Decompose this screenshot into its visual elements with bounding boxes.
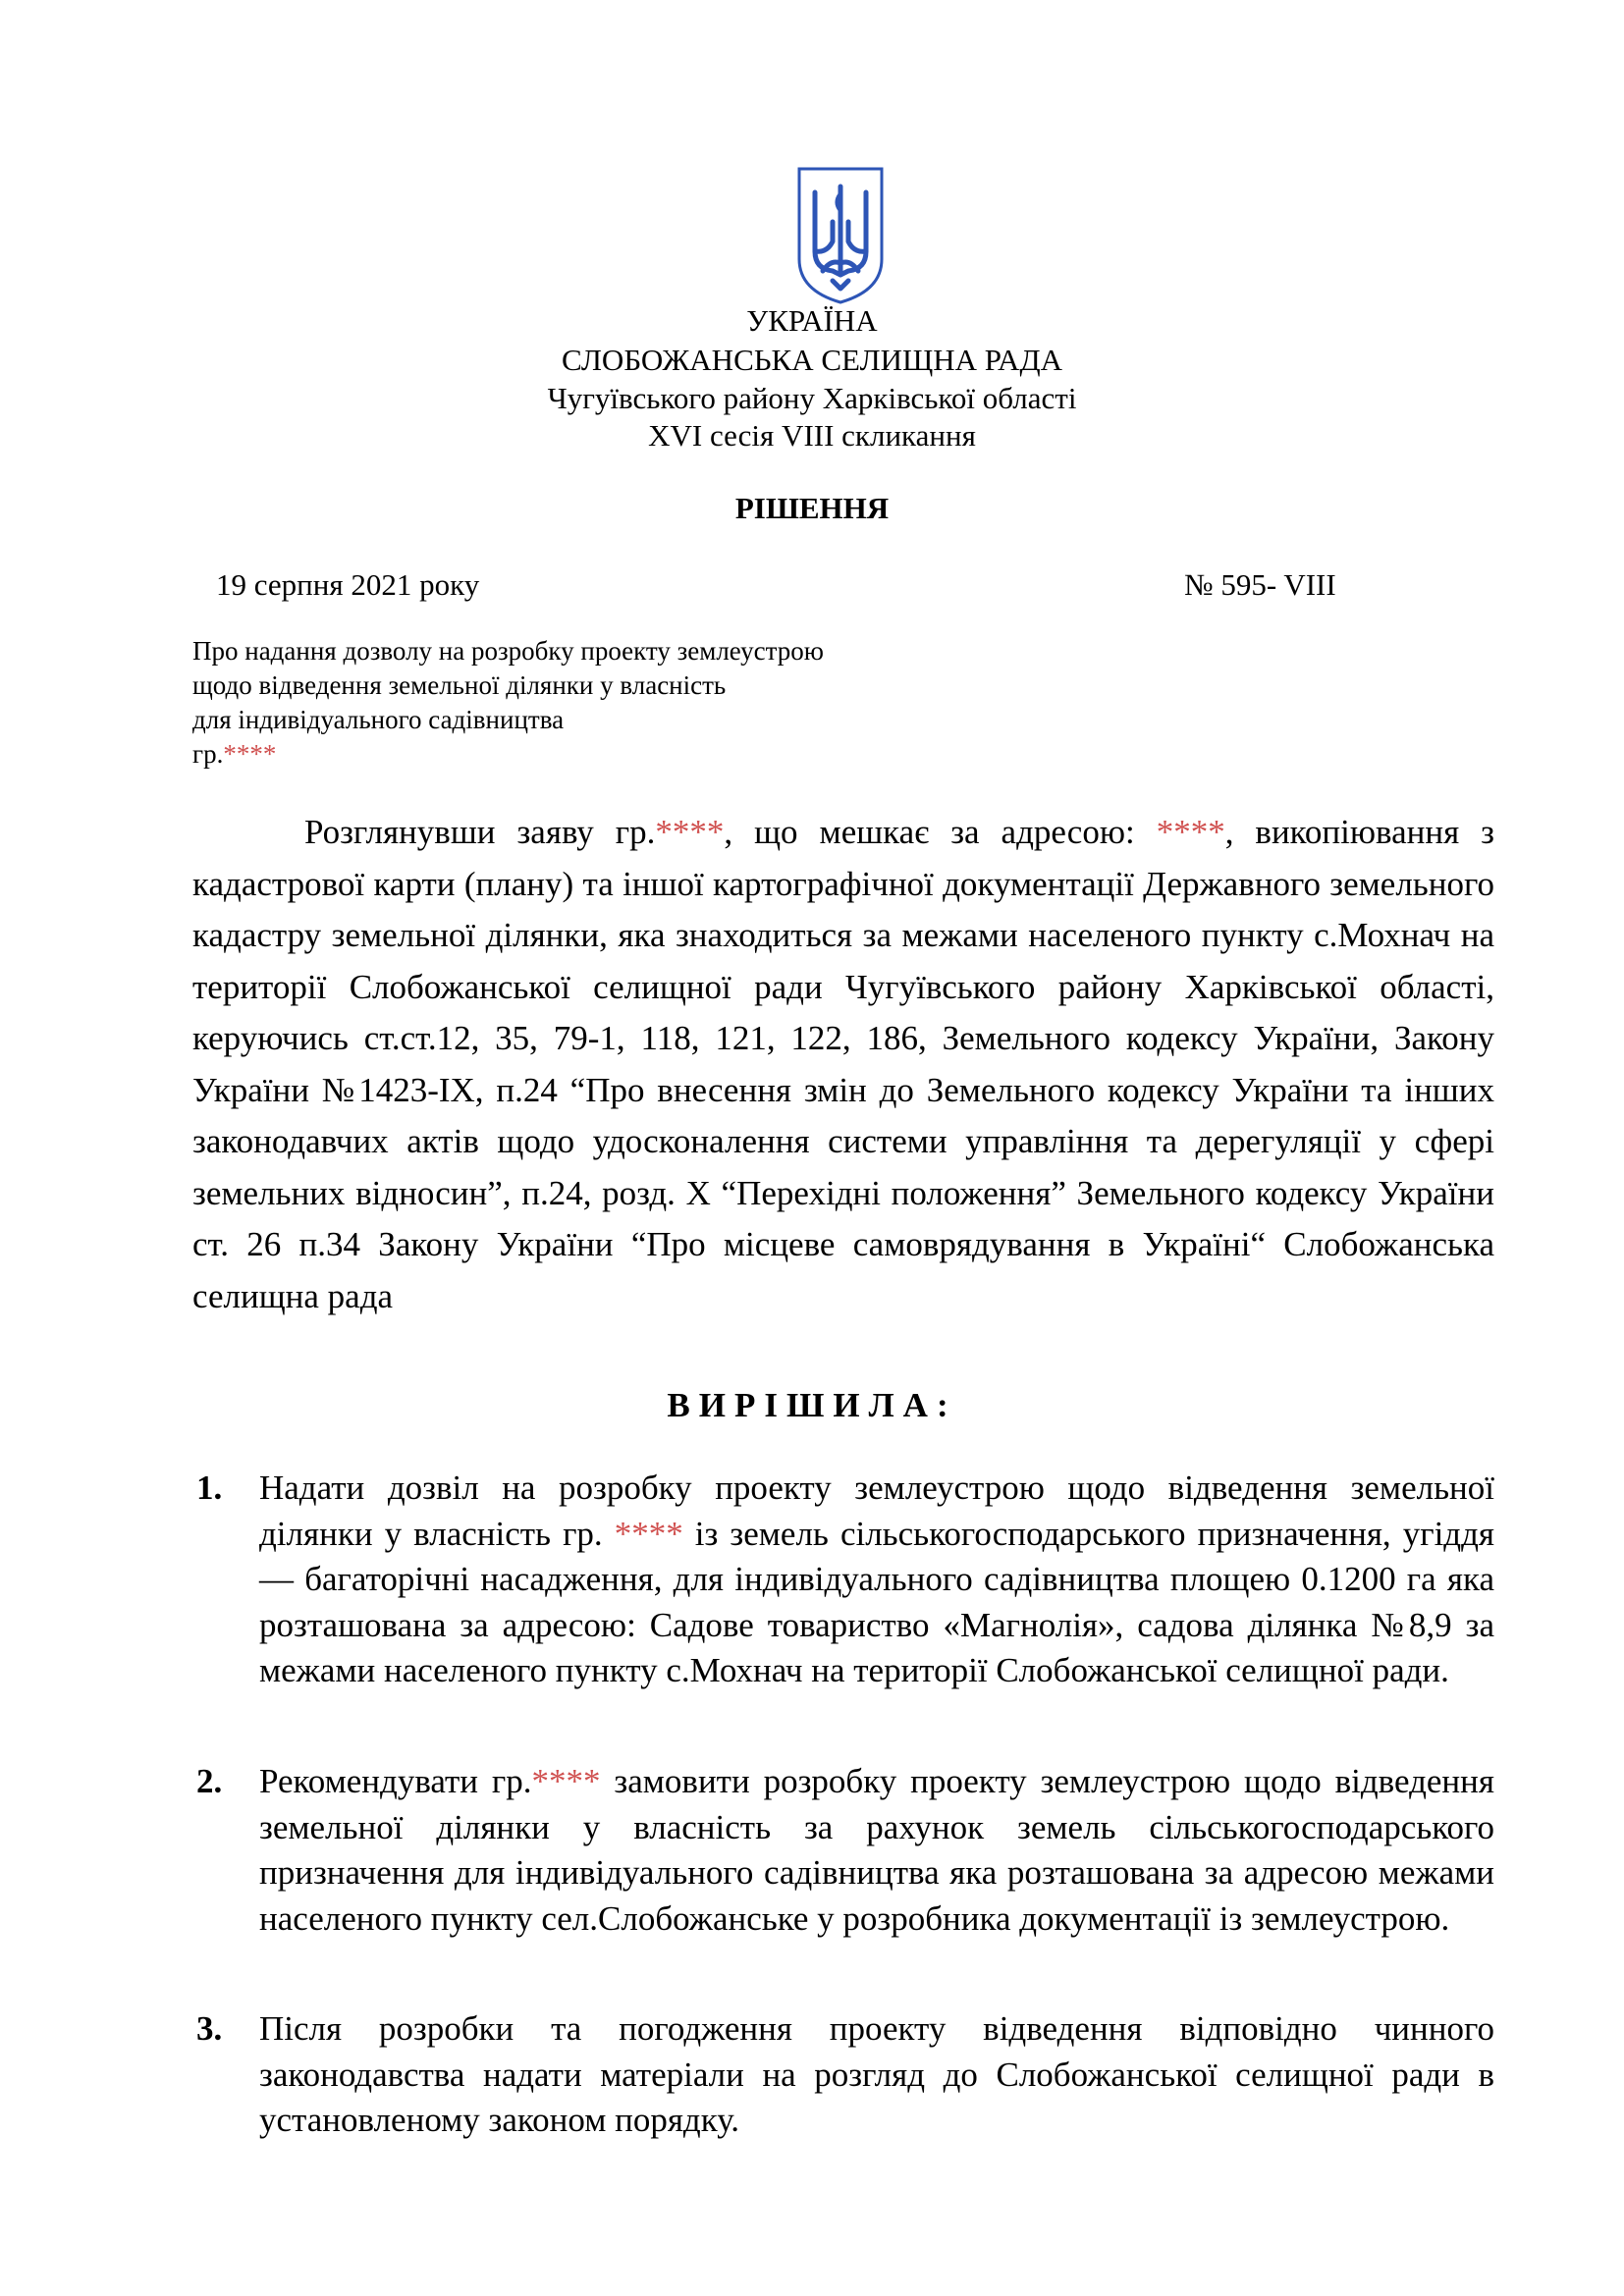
subject-line: Про надання дозволу на розробку проекту землеустрою — [192, 636, 824, 666]
subject-line — [192, 737, 824, 772]
item-number: 2. — [196, 1762, 223, 1800]
item-text — [259, 1759, 1494, 1942]
session-info: XVI сесія VIII скликання — [648, 418, 976, 453]
document-title: РІШЕННЯ — [734, 491, 890, 525]
item-text — [259, 2006, 1494, 2144]
item-text — [259, 1466, 1494, 1694]
decision-item — [196, 1759, 1494, 1942]
coat-of-arms-trident-icon — [793, 165, 888, 306]
item-text-part: Рекомендувати гр. — [259, 1762, 532, 1800]
masked-name: **** — [531, 1762, 601, 1800]
decision-date: 19 серпня 2021 року — [216, 567, 480, 602]
masked-name: **** — [223, 739, 277, 769]
subject-line: щодо відведення земельної ділянки у власність — [192, 670, 727, 700]
country-name: УКРАЇНА — [746, 303, 878, 338]
masked-name: **** — [655, 813, 725, 851]
decision-number: № 595- VIII — [1184, 567, 1336, 602]
decision-subject — [192, 634, 824, 772]
preamble-paragraph — [192, 807, 1494, 1322]
decided-heading: ВИРІШИЛА: — [667, 1386, 957, 1424]
preamble-text: , викопіювання з кадастрової карти (плану) та іншої картографічної документації Державного земельного кадастру земельної ділянки, яка знаходиться за межами населеного пункту с.Мохнач на території Слобожанської селищної ради Чугуївського району Харківської області, керуючись ст.ст.12, 35, 79-1, 118, 121, 122, 186, Земельного кодексу України, Закону України №1423-IX, п.24 “Про внесення змін до Земельного кодексу України та інших законодавчих актів щодо удосконалення системи управління та дерегуляції у сфері земельних відносин”, п.24, розд. Х “Перехідні положення” Земельного кодексу України ст. 26 п.34 Закону України “Про місцеве самоврядування в Україні“ Слобожанська селищна рада — [192, 813, 1494, 1315]
item-text-part: замовити розробку проекту землеустрою щодо відведення земельної ділянки у власність за рахунок земель сільськогосподарського призначення для індивідуального садівництва яка розташована за адресою межами населеного пункту сел.Слобожанське у розробника документації із землеустрою. — [259, 1762, 1494, 1938]
preamble-text: , що мешкає за адресою: — [724, 813, 1157, 851]
decision-item — [196, 2006, 1494, 2144]
item-text-part: Після розробки та погодження проекту відведення відповідно чинного законодавства надати матеріали на розгляд до Слобожанської селищної ради в установленому законом порядку. — [259, 2009, 1494, 2139]
item-text-part: із земель сільськогосподарського призначення, угіддя — багаторічні насадження, для індивідуального садівництва площею 0.1200 га яка розташована за адресою: Садове товариство «Магнолія», садова ділянка №8,9 за межами населеного пункту с.Мохнач на території Слобожанської селищної ради. — [259, 1514, 1495, 1689]
preamble-text: Розглянувши заяву гр. — [304, 813, 656, 851]
decision-item — [196, 1466, 1495, 1694]
item-text-part: Надати дозвіл на розробку проекту землеустрою щодо відведення земельної ділянки у власність гр. — [259, 1468, 1494, 1553]
masked-name: **** — [614, 1514, 683, 1553]
council-name: СЛОБОЖАНСЬКА СЕЛИЩНА РАДА — [562, 343, 1062, 377]
masked-address: **** — [1156, 813, 1225, 851]
preamble — [192, 807, 1494, 1322]
subject-line: для індивідуального садівництва — [192, 705, 565, 734]
subject-prefix: гр. — [192, 739, 224, 769]
item-number: 3. — [196, 2009, 223, 2048]
item-number: 1. — [196, 1468, 223, 1507]
region-name: Чугуївського району Харківської області — [547, 381, 1077, 415]
